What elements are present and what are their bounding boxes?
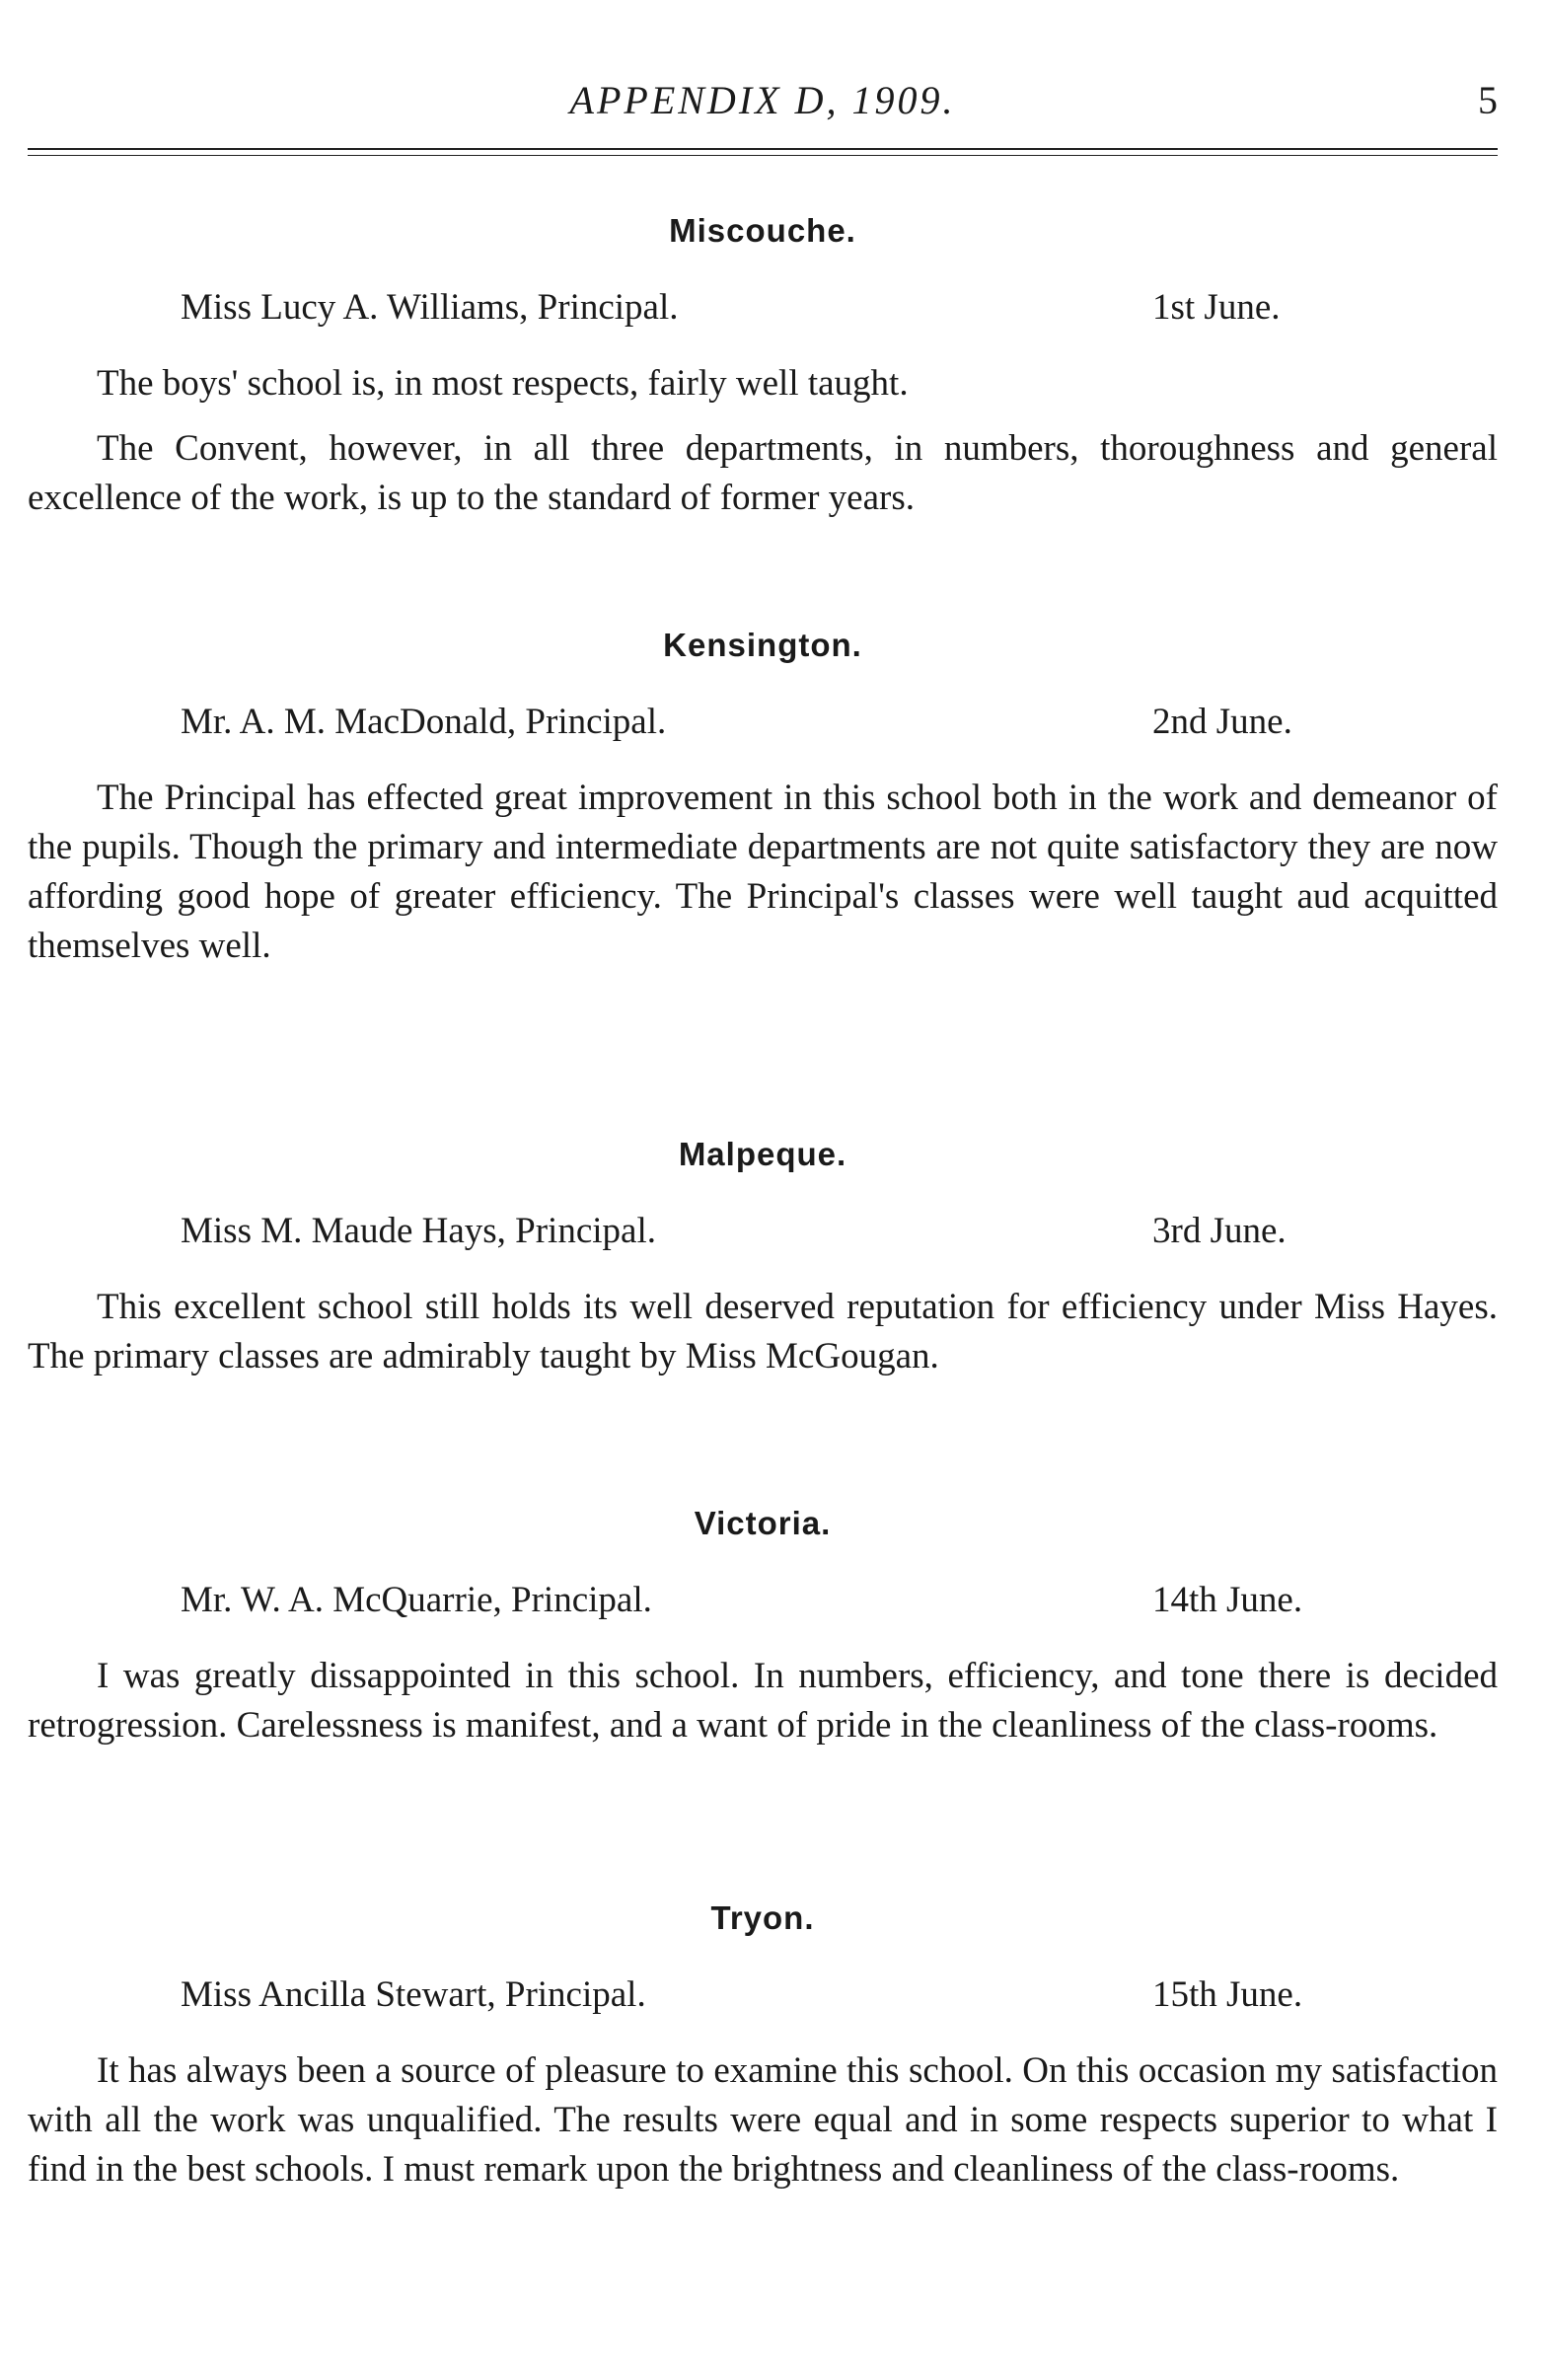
principal-name: Miss M. Maude Hays, Principal.: [181, 1211, 656, 1251]
principal-name: Miss Ancilla Stewart, Principal.: [181, 1974, 646, 2015]
visit-date: 2nd June.: [1152, 702, 1292, 742]
section-miscouche: [28, 209, 1498, 523]
section-kensington: [28, 624, 1498, 971]
running-title: APPENDIX D, 1909.: [569, 78, 956, 122]
visit-date: 3rd June.: [1152, 1211, 1287, 1251]
section-title: Victoria.: [694, 1505, 832, 1541]
section-title: Kensington.: [663, 627, 862, 663]
paragraph: The Convent, however, in all three departments, in numbers, thoroughness and general excellence of the work, is up to the standard of former years.: [28, 428, 1498, 518]
paragraph: I was greatly dissappointed in this school. In numbers, efficiency, and tone there is decided retrogression. Carelessness is manifest, and a want of pride in the cleanliness of the class-rooms.: [28, 1656, 1498, 1746]
section-title: Malpeque.: [678, 1136, 847, 1172]
section-malpeque: [28, 1133, 1498, 1381]
running-head: [28, 71, 1498, 130]
principal-line: [28, 1208, 1498, 1255]
header-rule-thin: [28, 155, 1498, 156]
principal-name: Mr. W. A. McQuarrie, Principal.: [181, 1580, 652, 1620]
principal-name: Miss Lucy A. Williams, Principal.: [181, 287, 679, 328]
section-title: Tryon.: [710, 1899, 815, 1936]
section-tryon: [28, 1897, 1498, 2194]
principal-name: Mr. A. M. MacDonald, Principal.: [181, 702, 667, 742]
header-rule: [28, 148, 1498, 150]
principal-line: [28, 284, 1498, 332]
paragraph: It has always been a source of pleasure to examine this school. On this occasion my satisfaction with all the work was unqualified. The results were equal and in some respects superior to what I find in the best schools. I must remark upon the brightness and cleanliness of the class-rooms.: [28, 2050, 1498, 2190]
visit-date: 1st June.: [1152, 287, 1281, 328]
section-title: Miscouche.: [669, 212, 856, 249]
page-number: 5: [1478, 78, 1498, 122]
paragraph: The boys' school is, in most respects, fairly well taught.: [97, 363, 909, 404]
section-victoria: [28, 1502, 1498, 1750]
document-page: [28, 0, 1498, 2380]
principal-line: [28, 1971, 1498, 2019]
visit-date: 15th June.: [1152, 1974, 1303, 2015]
paragraph: This excellent school still holds its well deserved reputation for efficiency under Miss Hayes. The primary classes are admirably taught by Miss McGougan.: [28, 1287, 1498, 1376]
principal-line: [28, 699, 1498, 746]
paragraph: The Principal has effected great improvement in this school both in the work and demeanor of the pupils. Though the primary and intermediate departments are not quite satisfactory they are now affording good hope of greater efficiency. The Principal's classes were well taught aud acquitted themselves well.: [28, 778, 1498, 966]
principal-line: [28, 1577, 1498, 1624]
visit-date: 14th June.: [1152, 1580, 1303, 1620]
